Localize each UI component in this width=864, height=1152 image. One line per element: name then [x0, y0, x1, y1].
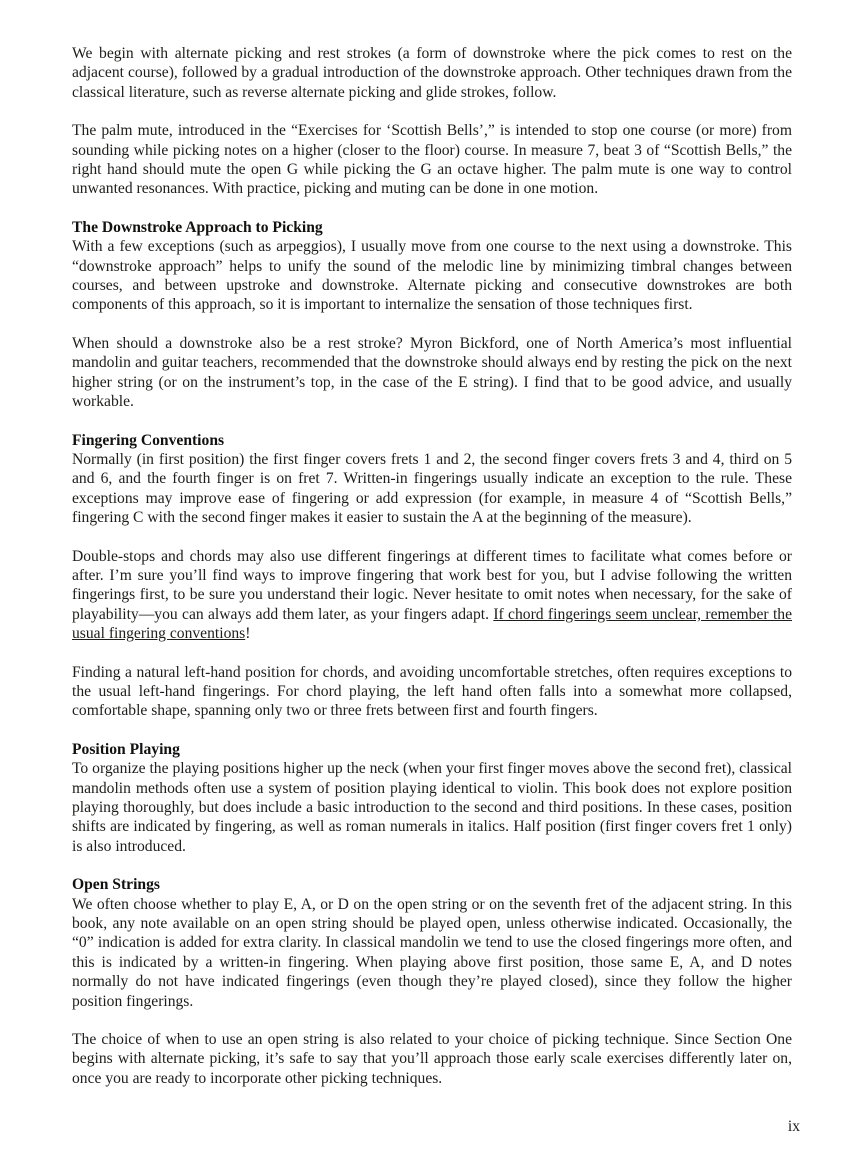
heading-open-strings: Open Strings: [72, 876, 160, 894]
paragraph-fingering-conventions: Normally (in first position) the first finger covers frets 1 and 2, the second finger covers frets 3 and 4, third on 5 and 6, and the fourth finger is on fret 7. Written-in fingerings usually indicate an exception to the rule. These exceptions may improve ease of fingering or add expression (for example, in measure 4 of “Scottish Bells,” fingering C with the second finger makes it easier to sustain the A at the beginning of the measure).: [72, 450, 792, 527]
paragraph-double-stops-text: Double-stops and chords may also use different fingerings at different times to facilitate what comes before or after. I’m sure you’ll find ways to improve fingering that work best for you, but I advise following the written fingerings first, to be sure you understand their logic. Never hesitate to omit notes when necessary, for the sake of playability—you can always add them later, as your fingers adapt.: [72, 547, 792, 623]
paragraph-open-string-choice: The choice of when to use an open string is also related to your choice of picking technique. Since Section One begins with alternate picking, it’s safe to say that you’ll approach those early scale exercises differently later on, once you are ready to incorporate other picking techniques.: [72, 1031, 792, 1087]
paragraph-left-hand-position: Finding a natural left-hand position for chords, and avoiding uncomfortable stretches, often requires exceptions to the usual left-hand fingerings. For chord playing, the left hand often falls into a somewhat more collapsed, comfortable shape, spanning only two or three frets between first and fourth fingers.: [72, 663, 792, 720]
paragraph-downstroke-approach: With a few exceptions (such as arpeggios), I usually move from one course to the next using a downstroke. This “downstroke approach” helps to unify the sound of the melodic line by minimizing timbral changes between courses, and between upstroke and downstroke. Alternate picking and consecutive downstrokes are both components of this approach, so it is important to internalize the sensation of those techniques first.: [72, 238, 792, 314]
paragraph-open-strings: We often choose whether to play E, A, or D on the open string or on the seventh fret of the adjacent string. In this book, any note available on an open string should be played open, unless otherwise indicated. Occasionally, the “0” indication is added for extra clarity. In classical mandolin we tend to use the closed fingerings more often, and this is indicated by a written-in fingering. When playing above first position, those same E, A, and D notes normally do not have indicated fingerings (even though they’re played closed), since they follow the higher position fingerings.: [72, 895, 792, 1010]
page-number: ix: [787, 1117, 800, 1135]
heading-position-playing: Position Playing: [72, 740, 180, 758]
paragraph-position-playing: To organize the playing positions higher up the neck (when your first finger moves above the second fret), classical mandolin methods often use a system of position playing identical to violin. This book does not explore position playing thoroughly, but does include a basic introduction to the second and third positions. In these cases, position shifts are indicated by fingering, as well as roman numerals in italics. Half position (first finger covers fret 1 only) is also introduced.: [72, 760, 792, 855]
heading-fingering-conventions: Fingering Conventions: [72, 431, 225, 449]
paragraph-double-stops: [72, 547, 792, 644]
paragraph-intro-alternate-picking: We begin with alternate picking and rest strokes (a form of downstroke where the pick comes to rest on the adjacent course), followed by a gradual introduction of the downstroke approach. Other techniques drawn from the classical literature, such as reverse alternate picking and glide strokes, follow.: [72, 45, 792, 101]
paragraph-double-stops-underlined-text: If chord fingerings seem unclear, remember the usual fingering conventions: [72, 605, 792, 643]
paragraph-double-stops-tail: !: [245, 625, 251, 643]
paragraph-palm-mute: The palm mute, introduced in the “Exercises for ‘Scottish Bells’,” is intended to stop one course (or more) from sounding while picking notes on a higher (closer to the floor) course. In measure 7, beat 3 of “Scottish Bells,” the right hand should mute the open G while picking the G an octave higher. The palm mute is one way to control unwanted resonances. With practice, picking and muting can be done in one motion.: [72, 122, 792, 198]
heading-downstroke-approach: The Downstroke Approach to Picking: [72, 218, 323, 236]
paragraph-rest-stroke-bickford: When should a downstroke also be a rest stroke? Myron Bickford, one of North America’s most influential mandolin and guitar teachers, recommended that the downstroke should always end by resting the pick on the next higher string (or on the instrument’s top, in the case of the E string). I find that to be good advice, and usually workable.: [72, 334, 792, 411]
